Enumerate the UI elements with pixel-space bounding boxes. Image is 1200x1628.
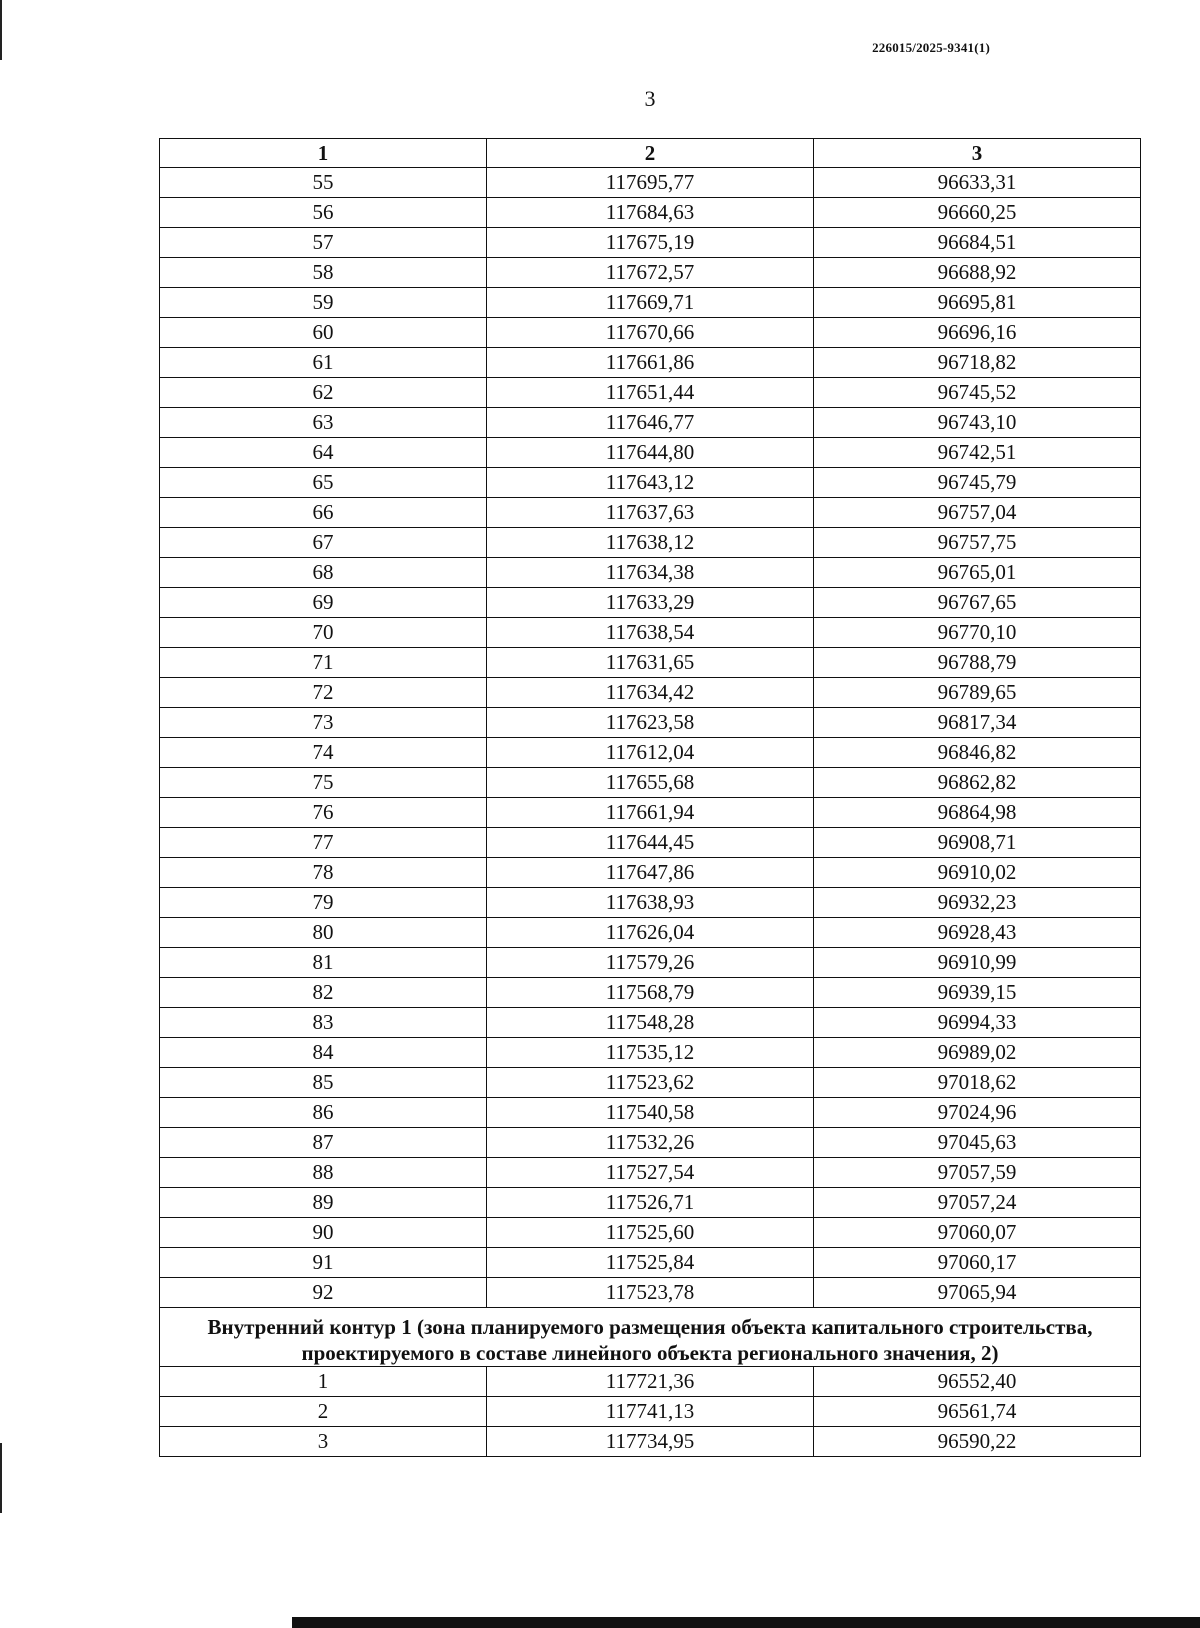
scan-bottom-bar	[292, 1617, 1200, 1628]
x-coordinate-cell: 117525,60	[487, 1218, 814, 1248]
y-coordinate-cell: 96688,92	[814, 258, 1141, 288]
y-coordinate-cell: 96745,52	[814, 378, 1141, 408]
table-row	[160, 348, 1141, 378]
table-row	[160, 378, 1141, 408]
y-coordinate-cell: 96989,02	[814, 1038, 1141, 1068]
x-coordinate-cell: 117638,93	[487, 888, 814, 918]
point-number-cell: 91	[160, 1248, 487, 1278]
column-header: 3	[814, 139, 1141, 168]
y-coordinate-cell: 96932,23	[814, 888, 1141, 918]
table-row	[160, 588, 1141, 618]
point-number-cell: 80	[160, 918, 487, 948]
point-number-cell: 66	[160, 498, 487, 528]
point-number-cell: 58	[160, 258, 487, 288]
point-number-cell: 76	[160, 798, 487, 828]
x-coordinate-cell: 117579,26	[487, 948, 814, 978]
x-coordinate-cell: 117741,13	[487, 1397, 814, 1427]
x-coordinate-cell: 117675,19	[487, 228, 814, 258]
table-row	[160, 798, 1141, 828]
table-row	[160, 438, 1141, 468]
y-coordinate-cell: 96846,82	[814, 738, 1141, 768]
y-coordinate-cell: 96684,51	[814, 228, 1141, 258]
point-number-cell: 83	[160, 1008, 487, 1038]
table-row	[160, 228, 1141, 258]
table-row	[160, 1248, 1141, 1278]
x-coordinate-cell: 117670,66	[487, 318, 814, 348]
x-coordinate-cell: 117637,63	[487, 498, 814, 528]
y-coordinate-cell: 96928,43	[814, 918, 1141, 948]
y-coordinate-cell: 96695,81	[814, 288, 1141, 318]
table-row	[160, 1427, 1141, 1457]
table-row	[160, 738, 1141, 768]
point-number-cell: 1	[160, 1367, 487, 1397]
x-coordinate-cell: 117669,71	[487, 288, 814, 318]
x-coordinate-cell: 117651,44	[487, 378, 814, 408]
point-number-cell: 82	[160, 978, 487, 1008]
x-coordinate-cell: 117548,28	[487, 1008, 814, 1038]
x-coordinate-cell: 117523,78	[487, 1278, 814, 1308]
x-coordinate-cell: 117644,45	[487, 828, 814, 858]
column-header: 2	[487, 139, 814, 168]
y-coordinate-cell: 96718,82	[814, 348, 1141, 378]
y-coordinate-cell: 96552,40	[814, 1367, 1141, 1397]
point-number-cell: 70	[160, 618, 487, 648]
table-row	[160, 288, 1141, 318]
point-number-cell: 68	[160, 558, 487, 588]
point-number-cell: 57	[160, 228, 487, 258]
point-number-cell: 92	[160, 1278, 487, 1308]
y-coordinate-cell: 96908,71	[814, 828, 1141, 858]
x-coordinate-cell: 117646,77	[487, 408, 814, 438]
point-number-cell: 3	[160, 1427, 487, 1457]
table-row	[160, 708, 1141, 738]
x-coordinate-cell: 117647,86	[487, 858, 814, 888]
point-number-cell: 79	[160, 888, 487, 918]
point-number-cell: 2	[160, 1397, 487, 1427]
x-coordinate-cell: 117623,58	[487, 708, 814, 738]
x-coordinate-cell: 117634,38	[487, 558, 814, 588]
x-coordinate-cell: 117643,12	[487, 468, 814, 498]
point-number-cell: 90	[160, 1218, 487, 1248]
table-row	[160, 648, 1141, 678]
point-number-cell: 87	[160, 1128, 487, 1158]
y-coordinate-cell: 96757,04	[814, 498, 1141, 528]
y-coordinate-cell: 97060,07	[814, 1218, 1141, 1248]
y-coordinate-cell: 96767,65	[814, 588, 1141, 618]
scan-edge-mark	[0, 0, 2, 60]
y-coordinate-cell: 96757,75	[814, 528, 1141, 558]
table-header-row	[160, 139, 1141, 168]
y-coordinate-cell: 96862,82	[814, 768, 1141, 798]
point-number-cell: 71	[160, 648, 487, 678]
table-row	[160, 978, 1141, 1008]
x-coordinate-cell: 117634,42	[487, 678, 814, 708]
table-row	[160, 1278, 1141, 1308]
x-coordinate-cell: 117526,71	[487, 1188, 814, 1218]
point-number-cell: 77	[160, 828, 487, 858]
table-row	[160, 888, 1141, 918]
y-coordinate-cell: 96745,79	[814, 468, 1141, 498]
y-coordinate-cell: 96660,25	[814, 198, 1141, 228]
table-row	[160, 1038, 1141, 1068]
point-number-cell: 78	[160, 858, 487, 888]
table-row	[160, 558, 1141, 588]
table-row	[160, 498, 1141, 528]
y-coordinate-cell: 96788,79	[814, 648, 1141, 678]
x-coordinate-cell: 117644,80	[487, 438, 814, 468]
table-row	[160, 678, 1141, 708]
table-row	[160, 1158, 1141, 1188]
point-number-cell: 65	[160, 468, 487, 498]
page-number: 3	[644, 86, 656, 111]
x-coordinate-cell: 117540,58	[487, 1098, 814, 1128]
y-coordinate-cell: 97018,62	[814, 1068, 1141, 1098]
point-number-cell: 84	[160, 1038, 487, 1068]
point-number-cell: 61	[160, 348, 487, 378]
y-coordinate-cell: 96939,15	[814, 978, 1141, 1008]
y-coordinate-cell: 96770,10	[814, 618, 1141, 648]
table-row	[160, 528, 1141, 558]
y-coordinate-cell: 96994,33	[814, 1008, 1141, 1038]
point-number-cell: 75	[160, 768, 487, 798]
column-header: 1	[160, 139, 487, 168]
x-coordinate-cell: 117721,36	[487, 1367, 814, 1397]
table-row	[160, 1218, 1141, 1248]
y-coordinate-cell: 96864,98	[814, 798, 1141, 828]
table-row	[160, 918, 1141, 948]
table-row	[160, 198, 1141, 228]
point-number-cell: 74	[160, 738, 487, 768]
point-number-cell: 67	[160, 528, 487, 558]
table-row	[160, 828, 1141, 858]
y-coordinate-cell: 96789,65	[814, 678, 1141, 708]
x-coordinate-cell: 117695,77	[487, 168, 814, 198]
y-coordinate-cell: 97057,24	[814, 1188, 1141, 1218]
table-row	[160, 1008, 1141, 1038]
y-coordinate-cell: 97057,59	[814, 1158, 1141, 1188]
table-row	[160, 1188, 1141, 1218]
section-title: Внутренний контур 1 (зона планируемого размещения объекта капитального строительства, проектируемого в составе линейного объекта регионального значения, 2)	[160, 1308, 1141, 1367]
x-coordinate-cell: 117612,04	[487, 738, 814, 768]
x-coordinate-cell: 117633,29	[487, 588, 814, 618]
y-coordinate-cell: 97024,96	[814, 1098, 1141, 1128]
table-row	[160, 318, 1141, 348]
point-number-cell: 81	[160, 948, 487, 978]
point-number-cell: 86	[160, 1098, 487, 1128]
point-number-cell: 63	[160, 408, 487, 438]
scan-edge-mark	[0, 1443, 2, 1513]
point-number-cell: 55	[160, 168, 487, 198]
x-coordinate-cell: 117661,86	[487, 348, 814, 378]
table-row	[160, 468, 1141, 498]
table-row	[160, 1128, 1141, 1158]
table-row	[160, 768, 1141, 798]
point-number-cell: 56	[160, 198, 487, 228]
table-row	[160, 1397, 1141, 1427]
y-coordinate-cell: 96696,16	[814, 318, 1141, 348]
point-number-cell: 69	[160, 588, 487, 618]
point-number-cell: 62	[160, 378, 487, 408]
document-number: 226015/2025-9341(1)	[872, 40, 990, 55]
point-number-cell: 85	[160, 1068, 487, 1098]
y-coordinate-cell: 97060,17	[814, 1248, 1141, 1278]
x-coordinate-cell: 117527,54	[487, 1158, 814, 1188]
y-coordinate-cell: 96633,31	[814, 168, 1141, 198]
x-coordinate-cell: 117661,94	[487, 798, 814, 828]
table-row	[160, 618, 1141, 648]
y-coordinate-cell: 96590,22	[814, 1427, 1141, 1457]
x-coordinate-cell: 117734,95	[487, 1427, 814, 1457]
y-coordinate-cell: 97065,94	[814, 1278, 1141, 1308]
point-number-cell: 72	[160, 678, 487, 708]
x-coordinate-cell: 117684,63	[487, 198, 814, 228]
table-row	[160, 168, 1141, 198]
x-coordinate-cell: 117532,26	[487, 1128, 814, 1158]
y-coordinate-cell: 96742,51	[814, 438, 1141, 468]
x-coordinate-cell: 117638,54	[487, 618, 814, 648]
y-coordinate-cell: 96817,34	[814, 708, 1141, 738]
y-coordinate-cell: 96743,10	[814, 408, 1141, 438]
x-coordinate-cell: 117626,04	[487, 918, 814, 948]
point-number-cell: 89	[160, 1188, 487, 1218]
section-title-row	[160, 1308, 1141, 1367]
y-coordinate-cell: 96561,74	[814, 1397, 1141, 1427]
y-coordinate-cell: 96765,01	[814, 558, 1141, 588]
table-row	[160, 858, 1141, 888]
table-row	[160, 1068, 1141, 1098]
table-row	[160, 408, 1141, 438]
point-number-cell: 73	[160, 708, 487, 738]
x-coordinate-cell: 117523,62	[487, 1068, 814, 1098]
x-coordinate-cell: 117655,68	[487, 768, 814, 798]
x-coordinate-cell: 117525,84	[487, 1248, 814, 1278]
y-coordinate-cell: 96910,02	[814, 858, 1141, 888]
point-number-cell: 59	[160, 288, 487, 318]
y-coordinate-cell: 96910,99	[814, 948, 1141, 978]
table-row	[160, 1367, 1141, 1397]
x-coordinate-cell: 117631,65	[487, 648, 814, 678]
table-row	[160, 1098, 1141, 1128]
point-number-cell: 64	[160, 438, 487, 468]
y-coordinate-cell: 97045,63	[814, 1128, 1141, 1158]
table-row	[160, 948, 1141, 978]
x-coordinate-cell: 117672,57	[487, 258, 814, 288]
x-coordinate-cell: 117568,79	[487, 978, 814, 1008]
x-coordinate-cell: 117535,12	[487, 1038, 814, 1068]
coordinates-table	[159, 138, 1141, 1457]
x-coordinate-cell: 117638,12	[487, 528, 814, 558]
point-number-cell: 60	[160, 318, 487, 348]
point-number-cell: 88	[160, 1158, 487, 1188]
table-row	[160, 258, 1141, 288]
